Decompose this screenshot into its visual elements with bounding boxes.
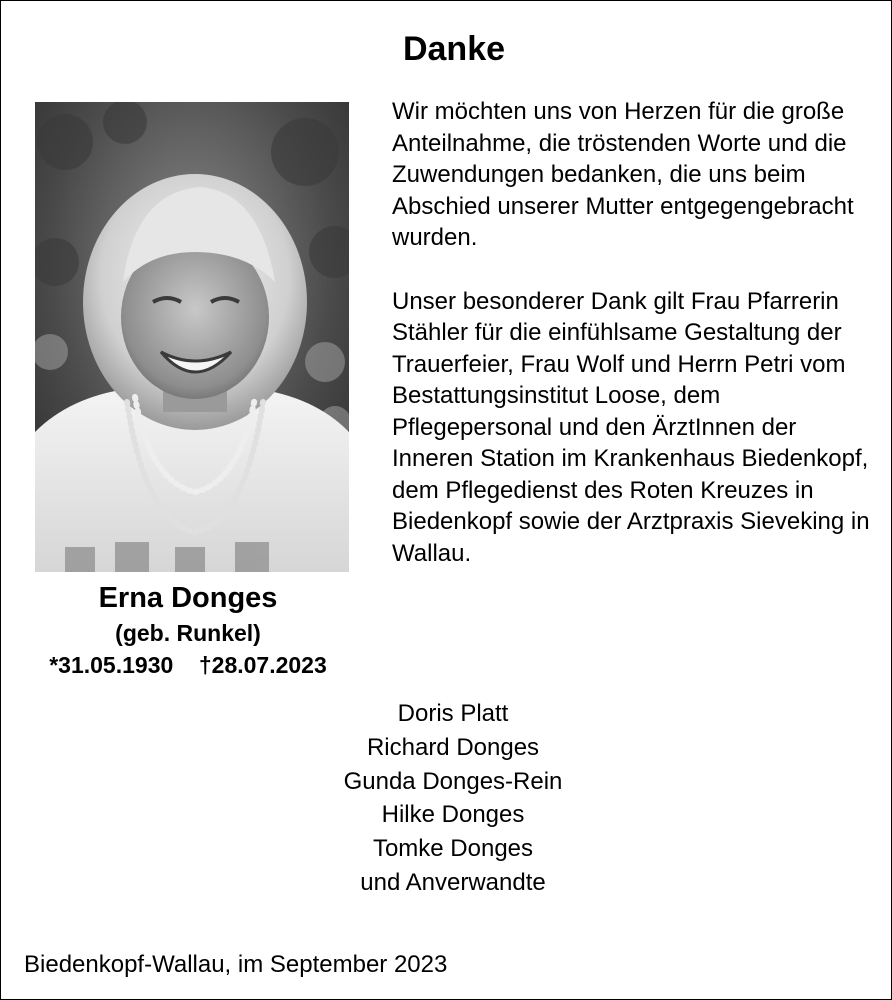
message-paragraph-1: Wir möchten uns von Herzen für die große Anteilnahme, die tröstenden Worte und die Zuwendungen bedanken, die uns beim Abschied unserer Mutter entgegengebracht wurden. bbox=[392, 98, 854, 251]
place-and-date: Biedenkopf-Wallau, im September 2023 bbox=[24, 951, 448, 978]
deceased-name: Erna Donges bbox=[98, 582, 278, 614]
signer-name: und Anverwandte bbox=[360, 868, 546, 896]
page-title: Danke bbox=[402, 30, 506, 68]
thank-you-message bbox=[392, 96, 882, 569]
signer-name: Hilke Donges bbox=[381, 801, 525, 829]
birth-date: *31.05.1930 bbox=[49, 652, 174, 678]
portrait-image bbox=[35, 102, 349, 572]
signer-name: Gunda Donges-Rein bbox=[343, 767, 563, 795]
signer-name: Tomke Donges bbox=[372, 835, 534, 863]
signer-name: Doris Platt bbox=[397, 700, 509, 727]
portrait-photo bbox=[35, 102, 349, 572]
deceased-dates bbox=[1, 648, 375, 682]
death-date: †28.07.2023 bbox=[198, 652, 327, 678]
signer-name: Richard Donges bbox=[366, 733, 540, 761]
deceased-info bbox=[1, 578, 375, 682]
signers-list bbox=[253, 697, 653, 900]
message-paragraph-2: Unser besonderer Dank gilt Frau Pfarrerin Stähler für die einfühlsame Gestaltung der Trauerfeier, Frau Wolf und Herrn Petri vom Bestattungsinstitut Loose, dem Pflegepersonal und den ÄrztInnen der Inneren Station im Krankenhaus Biedenkopf, dem Pflegedienst des Roten Kreuzes in Biedenkopf sowie der Arztpraxis Sieveking in Wallau. bbox=[392, 287, 870, 567]
deceased-birth-name: (geb. Runkel) bbox=[115, 620, 261, 646]
